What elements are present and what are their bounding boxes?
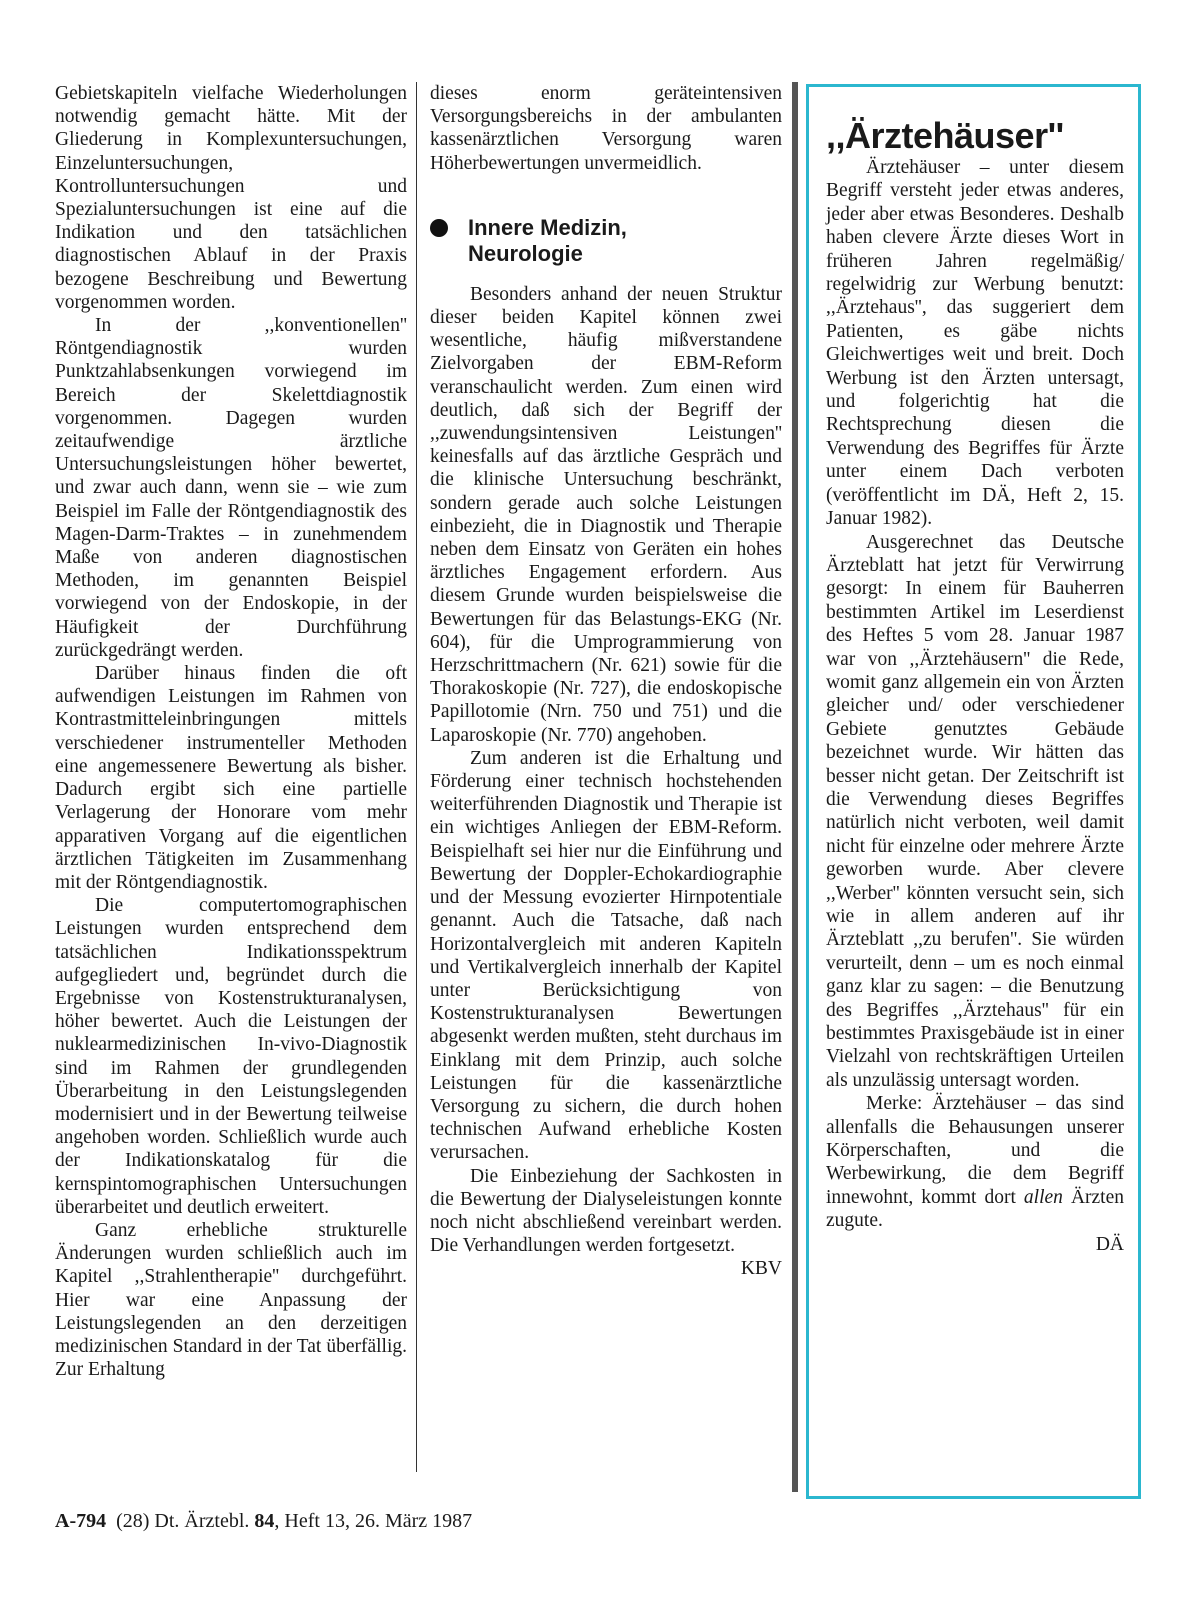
paragraph: Die Einbeziehung der Sachkosten in die Bewertung der Dialyseleistungen konnte noch nicht abschließend vereinbart werden. Die Verhandlungen werden fortgesetzt.	[430, 1165, 782, 1257]
journal-ref: (28) Dt. Ärztebl.	[116, 1510, 250, 1532]
box-content	[826, 116, 1124, 1256]
volume: 84	[254, 1510, 275, 1532]
text-run: Merke: Ärztehäuser – das sind allenfalls die Behausungen unserer Körperschaften, und die Werbewirkung, die dem Begriff innewohnt, kommt dort	[826, 1093, 1124, 1208]
section-heading	[430, 215, 782, 267]
paragraph: Besonders anhand der neuen Struktur dieser beiden Kapitel können zwei wesentliche, häufig mißverstandene Zielvorgaben der EBM-Reform veranschaulicht werden. Zum einen wird deutlich, daß sich der Begriff der ,,zuwendungsintensiven Leistungen'' keinesfalls auf das ärztliche Gespräch und die klinische Untersuchung beschränkt, sondern gerade auch solche Leistungen einbezieht, die in Diagnostik und Therapie neben dem Einsatz von Geräten ein hohes ärztliches Engagement erfordern. Aus diesem Grunde wurden beispielsweise die Bewertungen für das Belastungs-EKG (Nr. 604), für die Umprogrammierung von Herzschrittmachern (Nr. 621) sowie für die Thorakoskopie (Nr. 727), die endoskopische Papillotomie (Nrn. 750 und 751) und die Laparoskopie (Nr. 770) angehoben.	[430, 283, 782, 746]
page-footer	[55, 1510, 472, 1533]
paragraph: Gebietskapiteln vielfache Wiederholungen notwendig gemacht hätte. Mit der Gliederung in Komplexuntersuchungen, Einzeluntersuchungen, Kontrolluntersuchungen und Spezialuntersuchungen ist eine auf die Indikation und den tatsächlichen diagnostischen Ablauf in der Praxis bezogene Beschreibung und Bewertung vorgenommen worden.	[55, 83, 407, 313]
paragraph-final	[826, 1092, 1124, 1232]
paragraph: Ausgerechnet das Deutsche Ärzteblatt hat jetzt für Verwirrung gesorgt: In einem für Bauherren bestimmten Artikel im Leserdienst des Heftes 5 vom 28. Januar 1987 war von ,,Ärztehäusern'' die Rede, womit ganz allgemein ein von Ärzten gleicher und/ oder verschiedener Gebiete genutztes Gebäude bezeichnet wurde. Wir hätten das besser nicht getan. Der Zeitschrift ist die Verwendung dieses Begriffes natürlich nicht verboten, weil damit nicht für einzelne oder mehrere Ärzte geworben wurde. Aber clevere ,,Werber'' könnten versucht sein, sich wie in allem anderen auf ihr Ärzteblatt ,,zu berufen''. Sie würden verurteilt, denn – um es noch einmal ganz klar zu sagen: – die Benutzung des Begriffes ,,Ärztehaus'' für ein bestimmtes Praxisgebäude ist in einer Vielzahl von rechtskräftigen Urteilen als unzulässig untersagt worden.	[826, 531, 1124, 1091]
emphasis: allen	[1023, 1186, 1063, 1208]
issue-date: , Heft 13, 26. März 1987	[274, 1510, 473, 1532]
paragraph: Zum anderen ist die Erhaltung und Förderung einer technisch hochstehenden weiterführenden Diagnostik und Therapie ist ein wichtiges Anliegen der EBM-Reform. Beispielhaft sei hier nur die Einführung und Bewertung der Doppler-Echokardiographie und der Messung evozierter Hirnpotentiale genannt. Auch die Tatsache, daß nach Horizontalvergleich mit anderen Kapiteln und Vertikalvergleich innerhalb der Kapitel unter Berücksichtigung von Kostenstrukturanalysen Bewertungen abgesenkt werden mußten, steht durchaus im Einklang mit dem Prinzip, auch solche Leistungen für die kassenärztliche Versorgung zu sichern, die durch hohen technischen Aufwand erhebliche Kosten verursachen.	[430, 747, 782, 1164]
paragraph: Ärztehäuser – unter diesem Begriff versteht jeder etwas anderes, jeder aber etwas Besonderes. Deshalb haben clevere Ärzte dieses Wort in früheren Jahren regelmäßig/ regelwidrig zur Werbung benutzt: ,,Ärztehaus'', das suggeriert dem Patienten, es gäbe nichts Gleichwertiges weit und breit. Doch Werbung ist den Ärzten untersagt, und folgerichtig hat die Rechtsprechung diesen die Verwendung des Begriffes für Ärzte unter einem Dach verboten (veröffentlicht im DÄ, Heft 2, 15. Januar 1982).	[826, 157, 1124, 530]
column-divider	[416, 82, 417, 1472]
column-2	[430, 82, 782, 1281]
heading-line: Innere Medizin,	[468, 214, 627, 240]
text-run: Ärzten zugute.	[826, 1186, 1124, 1232]
signature: KBV	[740, 1258, 782, 1280]
signature: DÄ	[1095, 1233, 1124, 1255]
paragraph: Darüber hinaus finden die oft aufwendigen Leistungen im Rahmen von Kontrastmitteleinbringungen mittels verschiedener instrumenteller Methoden eine angemessenere Bewertung als bisher. Dadurch ergibt sich eine partielle Verlagerung der Honorare vom mehr apparativen Vorgang auf die eigentlichen ärztlichen Tätigkeiten im Zusammenhang mit der Röntgendiagnostik.	[55, 663, 407, 893]
column-1	[55, 82, 407, 1381]
paragraph: Die computertomographischen Leistungen wurden entsprechend dem tatsächlichen Indikationsspektrum aufgegliedert und, begründet durch die Ergebnisse von Kostenstrukturanalysen, höher bewertet. Auch die Leistungen der nuklearmedizinischen In-vivo-Diagnostik sind im Rahmen der grundlegenden Überarbeitung in den Leistungslegenden modernisiert und in der Bewertung teilweise angehoben worden. Schließlich wurde auch der Indikationskatalog für die kernspintomographischen Untersuchungen überarbeitet und deutlich erweitert.	[55, 895, 407, 1218]
page-number: A-794	[55, 1510, 107, 1532]
paragraph: Ganz erhebliche strukturelle Änderungen wurden schließlich auch im Kapitel ,,Strahlentherapie'' durchgeführt. Hier war eine Anpassung der Leistungslegenden an den derzeitigen medizinischen Standard in der Tat überfällig. Zur Erhaltung	[55, 1219, 407, 1381]
box-side-bar	[792, 82, 798, 1492]
paragraph: dieses enorm geräteintensiven Versorgungsbereichs in der ambulanten kassenärztlichen Versorgung waren Höherbewertungen unvermeidlich.	[430, 83, 782, 174]
paragraph: In der ,,konventionellen'' Röntgendiagnostik wurden Punktzahlabsenkungen vorwiegend im Bereich der Skelettdiagnostik vorgenommen. Dagegen wurden zeitaufwendige ärztliche Untersuchungsleistungen höher bewertet, und zwar auch dann, wenn sie – wie zum Beispiel im Falle der Röntgendiagnostik des Magen-Darm-Traktes – in zunehmendem Maße von anderen diagnostischen Methoden, im genannten Beispiel vorwiegend von der Endoskopie, in der Häufigkeit der Durchführung zurückgedrängt werden.	[55, 315, 407, 661]
bullet-icon	[430, 219, 448, 237]
box-title: ,,Ärztehäuser''	[826, 115, 1064, 156]
heading-line: Neurologie	[468, 240, 583, 266]
